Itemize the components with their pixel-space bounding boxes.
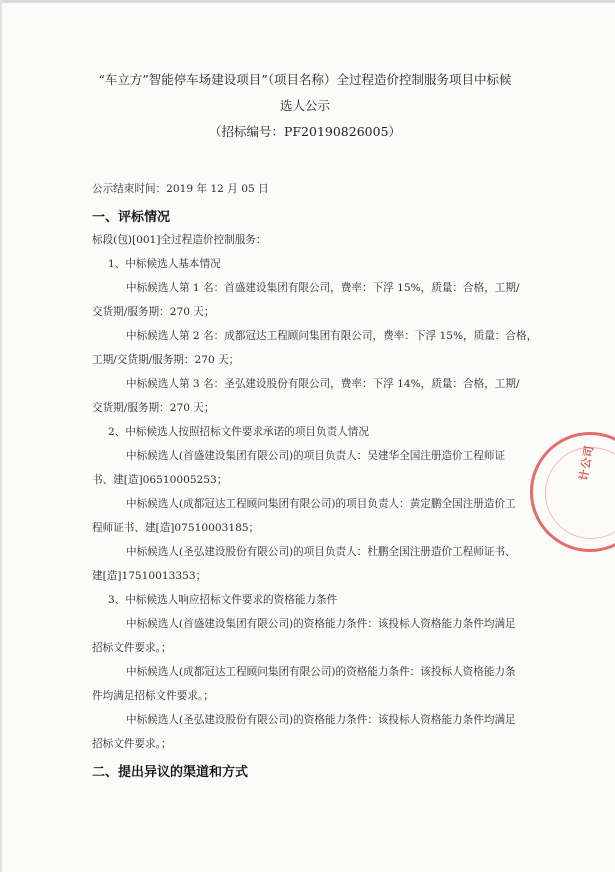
page-left-edge xyxy=(0,0,2,872)
candidate-1-line-2: 交货期/服务期：270 天； xyxy=(92,306,215,318)
qualification-3-line-2: 招标文件要求。； xyxy=(92,738,172,750)
subsection-2-title: 2、中标候选人按照招标文件要求承诺的项目负责人情况 xyxy=(108,426,369,438)
candidate-3-line-2: 交货期/服务期：270 天； xyxy=(92,402,215,414)
manager-2-line-2: 程师证书、建[造]07510003185； xyxy=(92,522,260,534)
candidate-3-line-1: 中标候选人第 3 名：圣弘建设股份有限公司，费率：下浮 14%，质量：合格，工期/ xyxy=(126,378,520,390)
candidate-1-line-1: 中标候选人第 1 名：首盛建设集团有限公司，费率：下浮 15%，质量：合格，工期/ xyxy=(126,282,520,294)
page-top-edge xyxy=(0,0,615,3)
title-line-1: “车立方”智能停车场建设项目”（项目名称）全过程造价控制服务项目中标候 xyxy=(98,72,512,87)
qualification-3-line-1: 中标候选人(圣弘建设股份有限公司)的资格能力条件：该投标人资格能力条件均满足 xyxy=(126,714,516,726)
title-line-2: 选人公示 xyxy=(279,98,330,113)
red-seal-stamp xyxy=(530,432,615,552)
qualification-2-line-2: 件均满足招标文件要求。； xyxy=(92,690,214,702)
subsection-1-title: 1、中标候选人基本情况 xyxy=(108,258,221,270)
bid-number: （招标编号：PF20190826005） xyxy=(208,124,402,139)
manager-1-line-1: 中标候选人(首盛建设集团有限公司)的项目负责人：吴建华全国注册造价工程师证 xyxy=(126,450,506,462)
announcement-end-time: 公示结束时间：2019 年 12 月 05 日 xyxy=(92,183,269,195)
qualification-2-line-1: 中标候选人(成都冠达工程顾问集团有限公司)的资格能力条件：该投标人资格能力条 xyxy=(126,666,516,678)
candidate-2-line-2: 工期/交货期/服务期：270 天； xyxy=(92,354,240,366)
manager-3-line-2: 建[造]17510013353； xyxy=(92,570,207,582)
seal-text: 计公司 xyxy=(576,443,597,482)
lot-label: 标段(包)[001]全过程造价控制服务： xyxy=(92,234,267,246)
candidate-2-line-1: 中标候选人第 2 名：成都冠达工程顾问集团有限公司，费率：下浮 15%，质量：合格， xyxy=(126,330,538,342)
section-2-heading: 二、提出异议的渠道和方式 xyxy=(92,765,249,780)
qualification-1-line-2: 招标文件要求。； xyxy=(92,642,172,654)
manager-1-line-2: 书、建[造]06510005253； xyxy=(92,474,228,486)
manager-2-line-1: 中标候选人(成都冠达工程顾问集团有限公司)的项目负责人：黄定鹏全国注册造价工 xyxy=(126,498,516,510)
subsection-3-title: 3、中标候选人响应招标文件要求的资格能力条件 xyxy=(108,594,338,606)
manager-3-line-1: 中标候选人(圣弘建设股份有限公司)的项目负责人：杜鹏全国注册造价工程师证书、 xyxy=(126,546,516,558)
section-1-heading: 一、评标情况 xyxy=(92,210,171,225)
qualification-1-line-1: 中标候选人(首盛建设集团有限公司)的资格能力条件：该投标人资格能力条件均满足 xyxy=(126,618,516,630)
